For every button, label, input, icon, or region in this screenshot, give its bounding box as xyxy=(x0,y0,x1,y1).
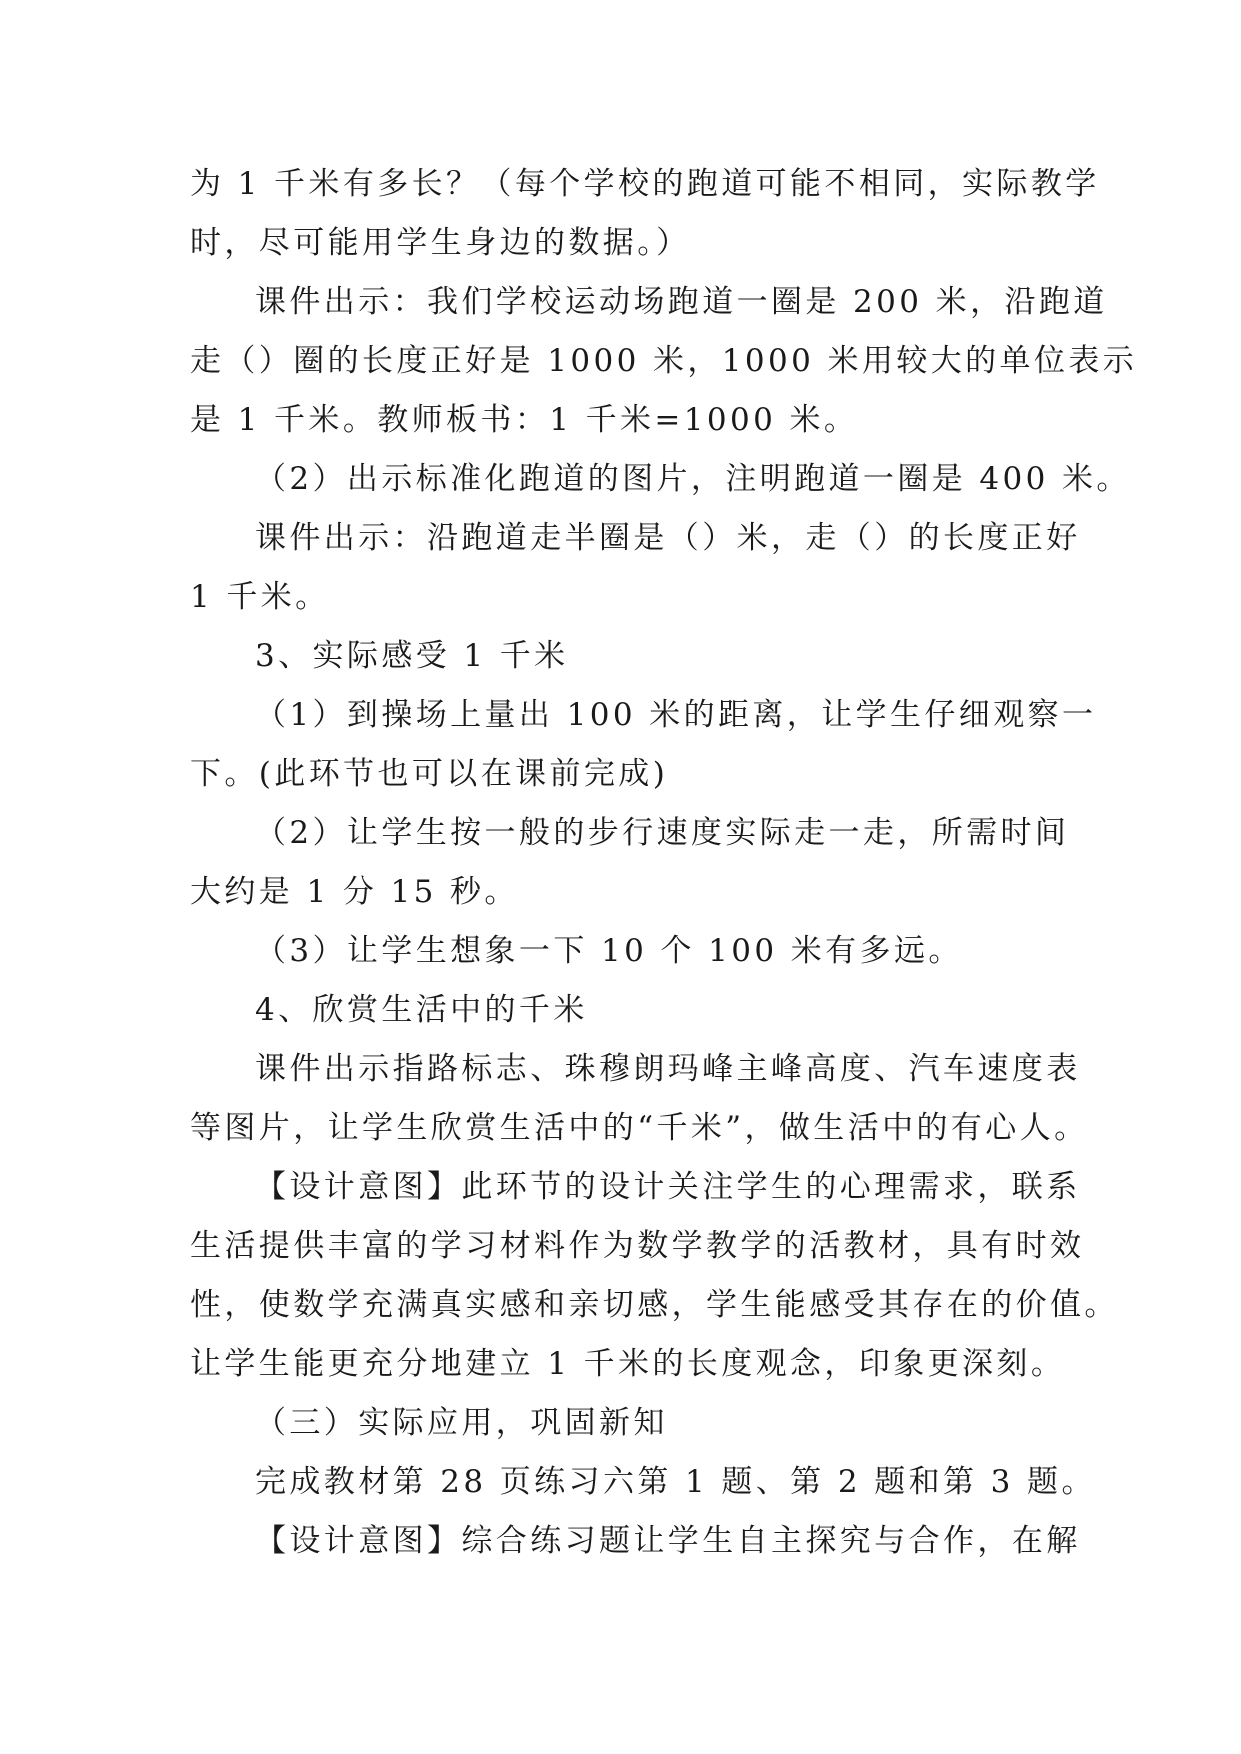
text-line-23: 完成教材第 28 页练习六第 1 题、第 2 题和第 3 题。 xyxy=(255,1464,1096,1500)
text-line-4: 走（）圈的长度正好是 1000 米，1000 米用较大的单位表示 xyxy=(190,343,1138,379)
text-line-3: 课件出示：我们学校运动场跑道一圈是 200 米，沿跑道 xyxy=(255,284,1108,320)
text-line-7: 课件出示：沿跑道走半圈是（）米，走（）的长度正好 xyxy=(255,520,1081,556)
text-line-1: 为 1 千米有多长？（每个学校的跑道可能不相同，实际教学 xyxy=(190,166,1100,202)
text-line-20: 性，使数学充满真实感和亲切感，学生能感受其存在的价值。 xyxy=(190,1287,1119,1323)
text-line-14: （3）让学生想象一下 10 个 100 米有多远。 xyxy=(255,933,963,969)
text-line-8: 1 千米。 xyxy=(190,579,330,615)
text-line-12: （2）让学生按一般的步行速度实际走一走，所需时间 xyxy=(255,815,1070,851)
text-line-9: 3、实际感受 1 千米 xyxy=(255,638,569,674)
text-line-21: 让学生能更充分地建立 1 千米的长度观念，印象更深刻。 xyxy=(190,1346,1066,1382)
text-line-22: （三）实际应用，巩固新知 xyxy=(255,1405,668,1441)
text-line-24: 【设计意图】综合练习题让学生自主探究与合作，在解 xyxy=(255,1523,1081,1559)
text-line-5: 是 1 千米。教师板书：1 千米=1000 米。 xyxy=(190,402,859,438)
text-line-16: 课件出示指路标志、珠穆朗玛峰主峰高度、汽车速度表 xyxy=(255,1051,1081,1087)
text-line-2: 时，尽可能用学生身边的数据。） xyxy=(190,225,691,261)
text-line-18: 【设计意图】此环节的设计关注学生的心理需求，联系 xyxy=(255,1169,1081,1205)
text-line-6: （2）出示标准化跑道的图片，注明跑道一圈是 400 米。 xyxy=(255,461,1131,497)
text-line-11: 下。(此环节也可以在课前完成) xyxy=(190,756,669,792)
text-line-19: 生活提供丰富的学习材料作为数学教学的活教材，具有时效 xyxy=(190,1228,1085,1264)
text-line-10: （1）到操场上量出 100 米的距离，让学生仔细观察一 xyxy=(255,697,1097,733)
text-line-13: 大约是 1 分 15 秒。 xyxy=(190,874,519,910)
text-line-15: 4、欣赏生活中的千米 xyxy=(255,992,588,1028)
text-line-17: 等图片，让学生欣赏生活中的“千米”，做生活中的有心人。 xyxy=(190,1110,1089,1146)
